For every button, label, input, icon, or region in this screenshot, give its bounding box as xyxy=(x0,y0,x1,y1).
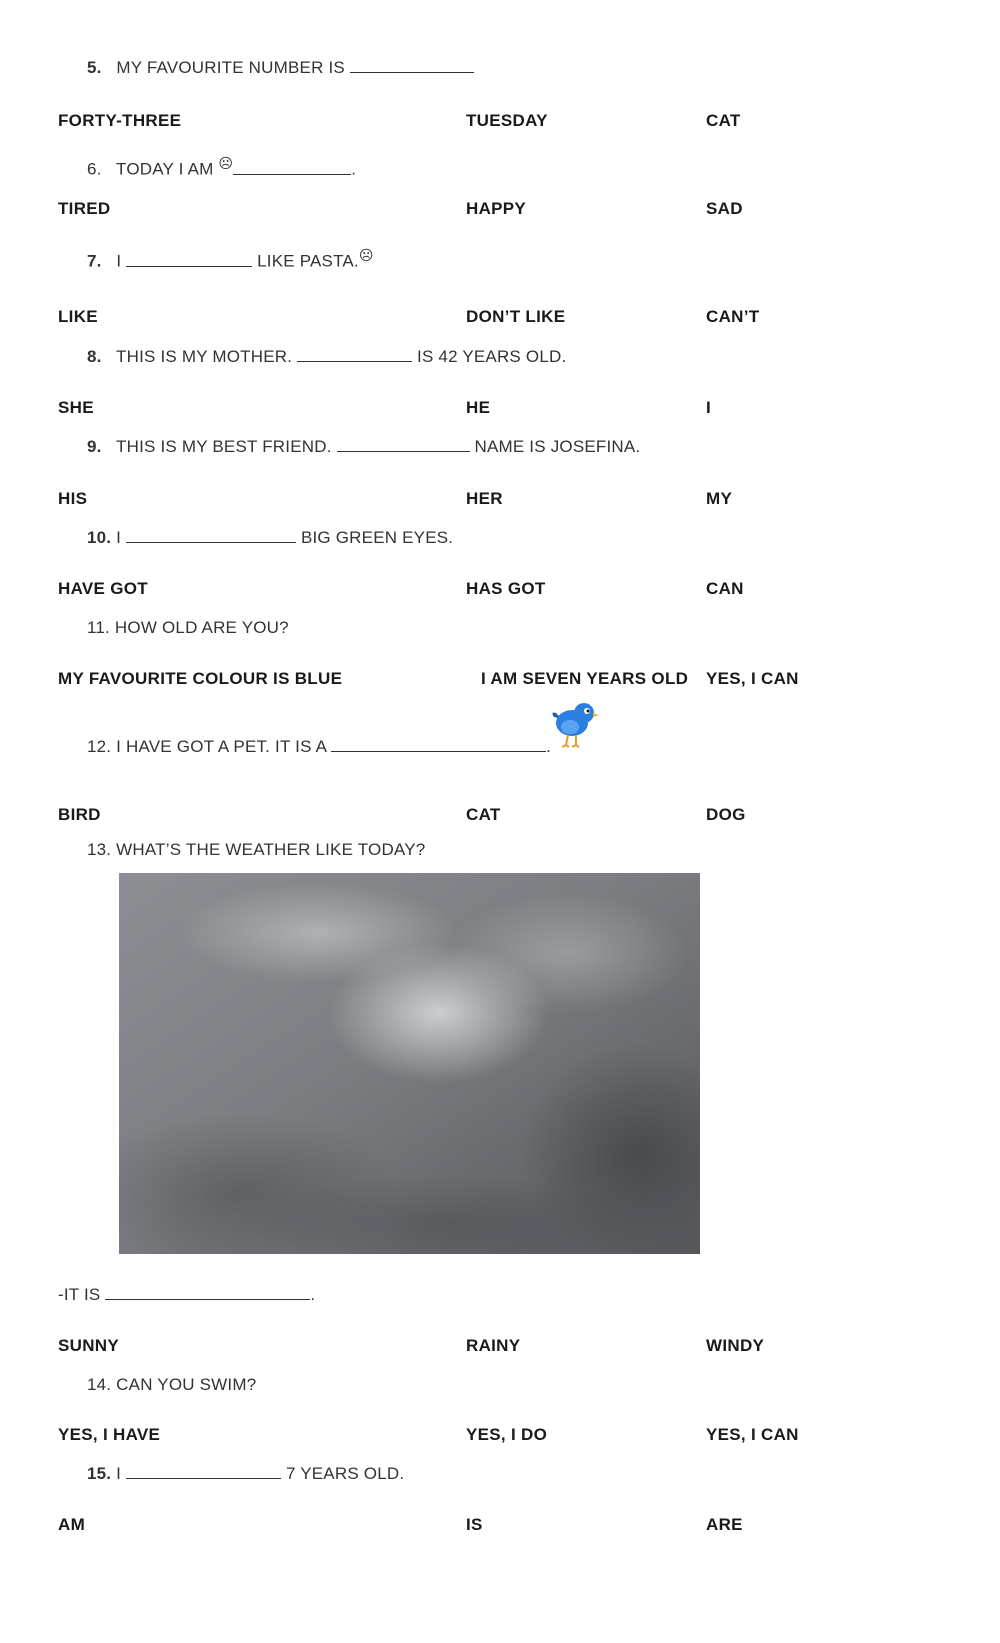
question-12 xyxy=(87,737,551,757)
question-number: 15. xyxy=(87,1464,112,1483)
question-number: 12. xyxy=(87,737,112,756)
option-q5-c[interactable]: CAT xyxy=(706,111,741,130)
answer-blank[interactable] xyxy=(337,437,470,452)
option-q8-c[interactable]: I xyxy=(706,398,712,417)
question-15 xyxy=(87,1464,404,1484)
answer-blank[interactable] xyxy=(105,1285,310,1300)
option-q14-b[interactable]: YES, I DO xyxy=(466,1425,548,1444)
option-q12-b[interactable]: CAT xyxy=(466,805,501,824)
question-text: CAN YOU SWIM? xyxy=(116,1375,257,1394)
option-q7-b[interactable]: DON’T LIKE xyxy=(466,307,566,326)
question-text: THIS IS MY MOTHER. xyxy=(116,347,298,366)
answer-blank[interactable] xyxy=(233,160,351,175)
option-q7-a[interactable]: LIKE xyxy=(58,307,98,326)
question-11 xyxy=(87,618,289,638)
question-text-end: BIG GREEN EYES. xyxy=(296,528,454,547)
option-q13-b[interactable]: RAINY xyxy=(466,1336,521,1355)
answer-blank[interactable] xyxy=(297,347,412,362)
question-text: I xyxy=(116,528,127,547)
answer-blank[interactable] xyxy=(126,1464,281,1479)
question-14 xyxy=(87,1375,256,1395)
question-text-end: . xyxy=(546,737,552,756)
option-q10-a[interactable]: HAVE GOT xyxy=(58,579,148,598)
question-text: I xyxy=(116,1464,127,1483)
question-10 xyxy=(87,528,453,548)
sad-face-icon: ☹ xyxy=(358,247,374,263)
option-q14-a[interactable]: YES, I HAVE xyxy=(58,1425,161,1444)
question-7 xyxy=(87,247,374,272)
question-13 xyxy=(87,840,425,860)
option-q14-c[interactable]: YES, I CAN xyxy=(706,1425,799,1444)
option-q5-a[interactable]: FORTY-THREE xyxy=(58,111,182,130)
question-5 xyxy=(87,58,474,78)
option-q12-c[interactable]: DOG xyxy=(706,805,746,824)
option-q9-b[interactable]: HER xyxy=(466,489,503,508)
question-number: 13. xyxy=(87,840,112,859)
option-q9-a[interactable]: HIS xyxy=(58,489,88,508)
option-q15-a[interactable]: AM xyxy=(58,1515,86,1534)
option-q7-c[interactable]: CAN’T xyxy=(706,307,760,326)
question-number: 14. xyxy=(87,1375,112,1394)
answer-prefix: -IT IS xyxy=(58,1285,106,1304)
question-text: WHAT’S THE WEATHER LIKE TODAY? xyxy=(116,840,426,859)
question-number: 6. xyxy=(87,159,102,179)
option-q6-a[interactable]: TIRED xyxy=(58,199,111,218)
sad-face-icon: ☹ xyxy=(218,155,234,171)
option-q11-c[interactable]: YES, I CAN xyxy=(706,669,799,688)
question-text: MY FAVOURITE NUMBER IS xyxy=(116,58,350,77)
option-q6-c[interactable]: SAD xyxy=(706,199,743,218)
option-q8-a[interactable]: SHE xyxy=(58,398,94,417)
question-text-end: LIKE PASTA. xyxy=(252,251,359,271)
option-q6-b[interactable]: HAPPY xyxy=(466,199,527,218)
option-q11-a[interactable]: MY FAVOURITE COLOUR IS BLUE xyxy=(58,669,343,688)
answer-blank[interactable] xyxy=(350,58,474,73)
option-q10-c[interactable]: CAN xyxy=(706,579,744,598)
option-q11-b[interactable]: I AM SEVEN YEARS OLD xyxy=(481,669,689,688)
option-q13-c[interactable]: WINDY xyxy=(706,1336,765,1355)
option-q15-c[interactable]: ARE xyxy=(706,1515,743,1534)
answer-blank[interactable] xyxy=(126,252,252,267)
question-number: 10. xyxy=(87,528,112,547)
question-9 xyxy=(87,437,640,457)
question-text: I HAVE GOT A PET. IT IS A xyxy=(116,737,332,756)
question-6 xyxy=(87,155,356,180)
question-text: HOW OLD ARE YOU? xyxy=(114,618,289,637)
answer-line-13 xyxy=(58,1285,315,1305)
answer-blank[interactable] xyxy=(126,528,296,543)
option-q15-b[interactable]: IS xyxy=(466,1515,483,1534)
option-q12-a[interactable]: BIRD xyxy=(58,805,101,824)
question-text-end: 7 YEARS OLD. xyxy=(281,1464,405,1483)
bird-icon xyxy=(548,697,600,749)
option-q10-b[interactable]: HAS GOT xyxy=(466,579,546,598)
cloudy-sky-image xyxy=(119,873,700,1254)
question-text-end: NAME IS JOSEFINA. xyxy=(469,437,641,456)
question-text-end: IS 42 YEARS OLD. xyxy=(412,347,567,366)
question-text: TODAY I AM xyxy=(116,159,219,179)
option-q5-b[interactable]: TUESDAY xyxy=(466,111,548,130)
question-8 xyxy=(87,347,566,367)
answer-blank[interactable] xyxy=(331,737,546,752)
question-number: 7. xyxy=(87,251,102,271)
question-number: 5. xyxy=(87,58,102,77)
question-text: THIS IS MY BEST FRIEND. xyxy=(116,437,337,456)
question-number: 11. xyxy=(87,618,110,637)
question-text: I xyxy=(116,251,127,271)
option-q8-b[interactable]: HE xyxy=(466,398,491,417)
answer-suffix: . xyxy=(310,1285,316,1304)
question-number: 8. xyxy=(87,347,102,366)
option-q13-a[interactable]: SUNNY xyxy=(58,1336,120,1355)
question-text-end: . xyxy=(351,159,357,179)
question-number: 9. xyxy=(87,437,102,456)
option-q9-c[interactable]: MY xyxy=(706,489,733,508)
